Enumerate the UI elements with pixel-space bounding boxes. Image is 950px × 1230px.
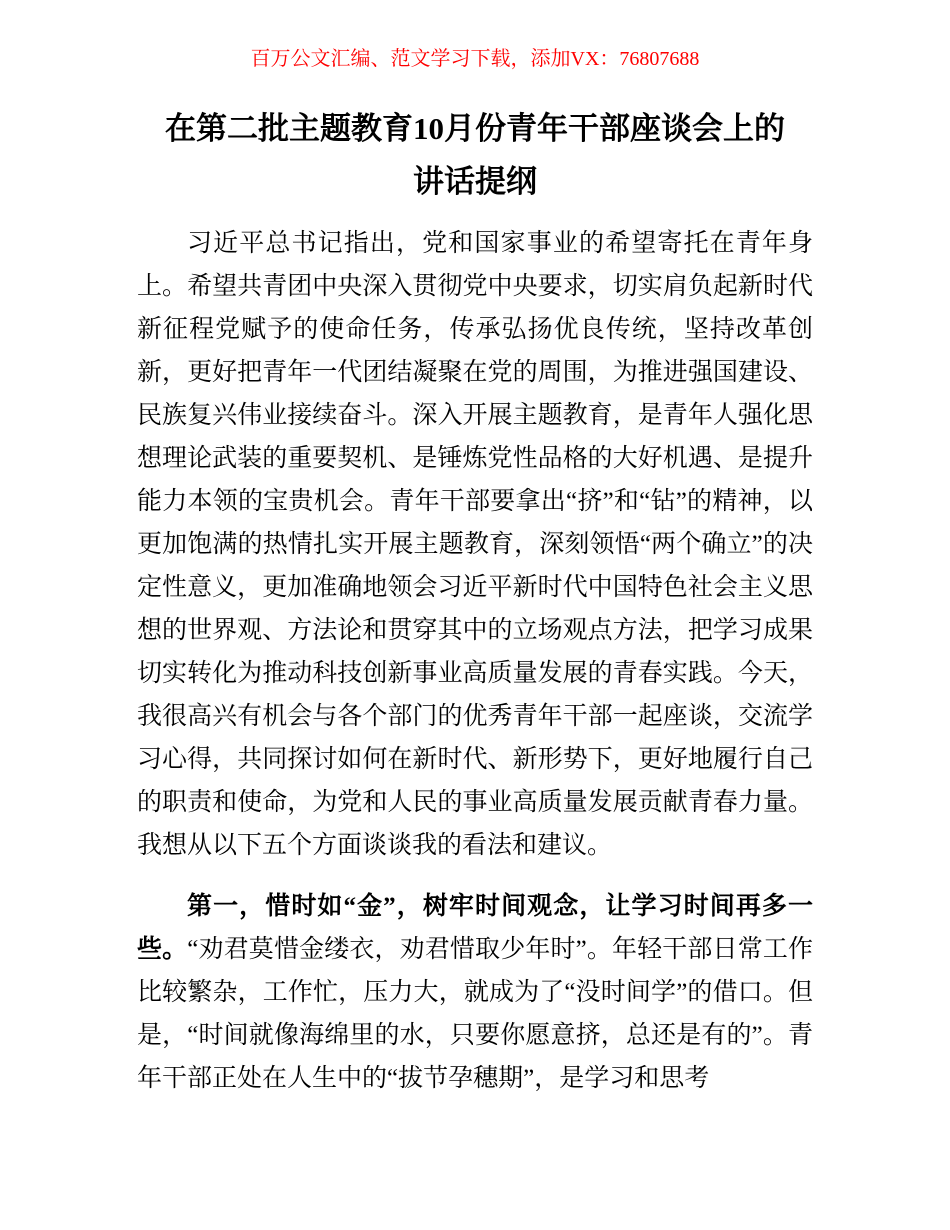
paragraph-point-one bbox=[137, 885, 813, 1100]
paragraph-point-one-lead: 第一，惜时如“金”，树牢时间观念，让学习时间再多一些。 bbox=[137, 893, 813, 963]
paragraph-intro bbox=[137, 222, 813, 867]
document-body bbox=[137, 222, 813, 1100]
paragraph-point-one-text: “劝君莫惜金缕衣，劝君惜取少年时”。年轻干部日常工作比较繁杂，工作忙，压力大，就成为了“没时间学”的借口。但是，“时间就像海绵里的水，只要你愿意挤，总还是有的”。青年干部正处在人生中的“拔节孕穗期”，是学习和思考 bbox=[137, 936, 813, 1092]
paragraph-intro-text: 习近平总书记指出，党和国家事业的希望寄托在青年身上。希望共青团中央深入贯彻党中央要求，切实肩负起新时代新征程党赋予的使命任务，传承弘扬优良传统，坚持改革创新，更好把青年一代团结凝聚在党的周围，为推进强国建设、民族复兴伟业接续奋斗。深入开展主题教育，是青年人强化思想理论武装的重要契机、是锤炼党性品格的大好机遇、是提升能力本领的宝贵机会。青年干部要拿出“挤”和“钻”的精神，以更加饱满的热情扎实开展主题教育，深刻领悟“两个确立”的决定性意义，更加准确地领会习近平新时代中国特色社会主义思想的世界观、方法论和贯穿其中的立场观点方法，把学习成果切实转化为推动科技创新事业高质量发展的青春实践。今天，我很高兴有机会与各个部门的优秀青年干部一起座谈，交流学习心得，共同探讨如何在新时代、新形势下，更好地履行自己的职责和使命，为党和人民的事业高质量发展贡献青春力量。我想从以下五个方面谈谈我的看法和建议。 bbox=[137, 230, 813, 859]
document-title bbox=[118, 102, 832, 208]
promo-banner: 百万公文汇编、范文学习下载，添加VX：76807688 bbox=[250, 48, 700, 70]
document-title-line-1: 在第二批主题教育10月份青年干部座谈会上的 bbox=[165, 111, 785, 146]
document-title-line-2: 讲话提纲 bbox=[413, 164, 537, 199]
